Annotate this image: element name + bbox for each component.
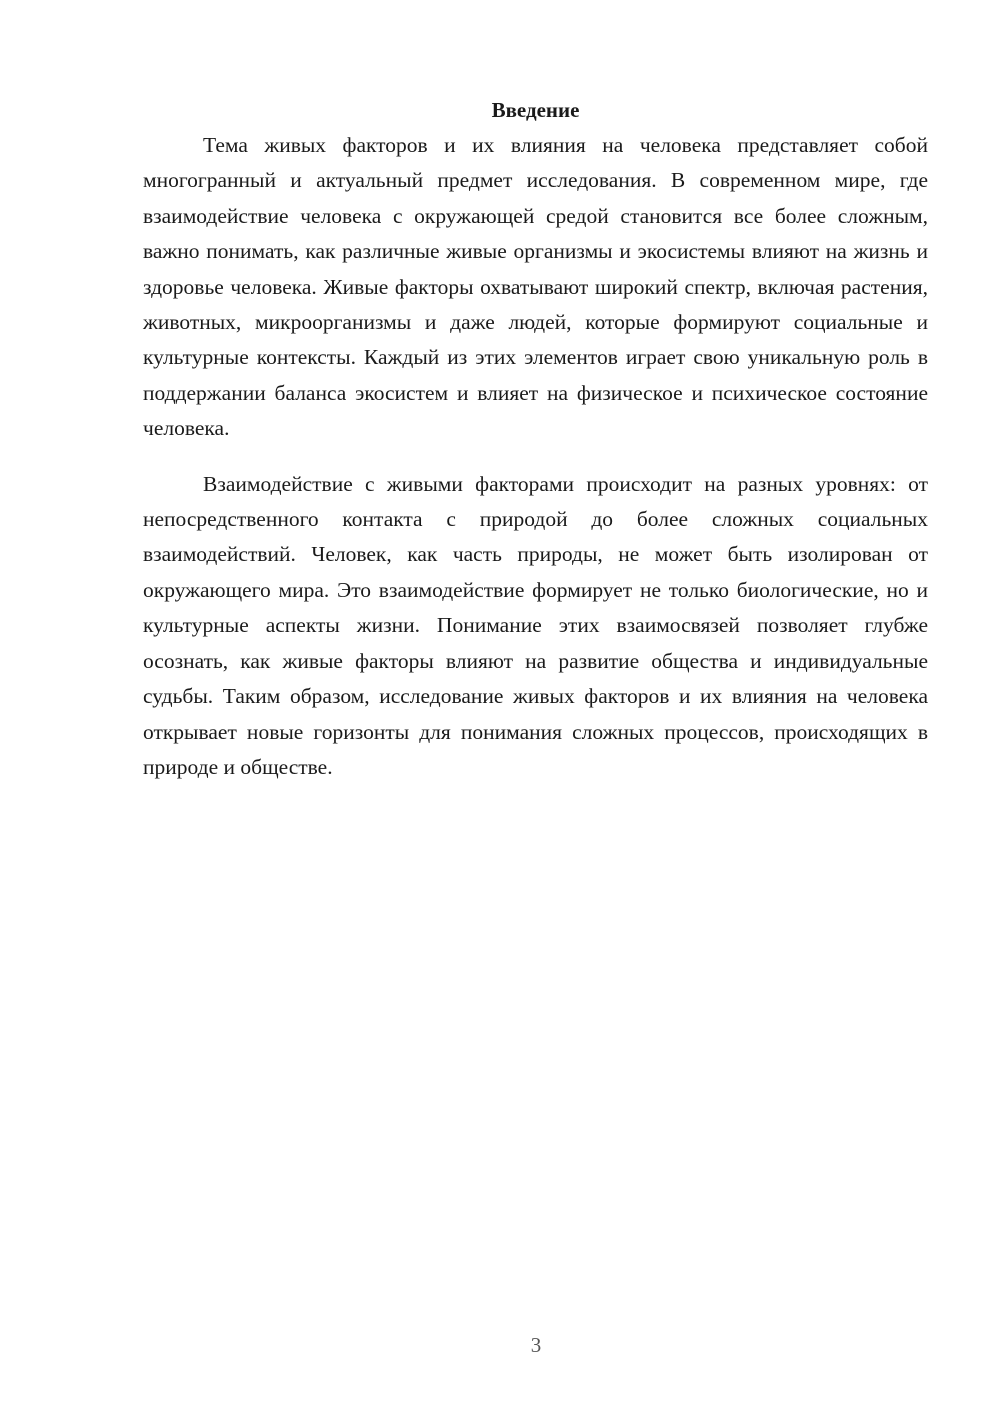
page-title: Введение [491, 98, 580, 122]
page-content [143, 93, 928, 785]
paragraph-interaction: Взаимодействие с живыми факторами происходит на разных уровнях: от непосредственного контакта с природой до более сложных социальных взаимодействий. Человек, как часть природы, не может быть изолирован от окружающего мира. Это взаимодействие формирует не только биологические, но и культурные аспекты жизни. Понимание этих взаимосвязей позволяет глубже осознать, как живые факторы влияют на развитие общества и индивидуальные судьбы. Таким образом, исследование живых факторов и их влияния на человека открывает новые горизонты для понимания сложных процессов, происходящих в природе и обществе. [143, 471, 928, 779]
paragraph-intro: Тема живых факторов и их влияния на человека представляет собой многогранный и актуальный предмет исследования. В современном мире, где взаимодействие человека с окружающей средой становится все более сложным, важно понимать, как различные живые организмы и экосистемы влияют на жизнь и здоровье человека. Живые факторы охватывают широкий спектр, включая растения, животных, микроорганизмы и даже людей, которые формируют социальные и культурные контексты. Каждый из этих элементов играет свою уникальную роль в поддержании баланса экосистем и влияет на физическое и психическое состояние человека. [143, 133, 928, 441]
page-number: 3 [530, 1333, 542, 1357]
